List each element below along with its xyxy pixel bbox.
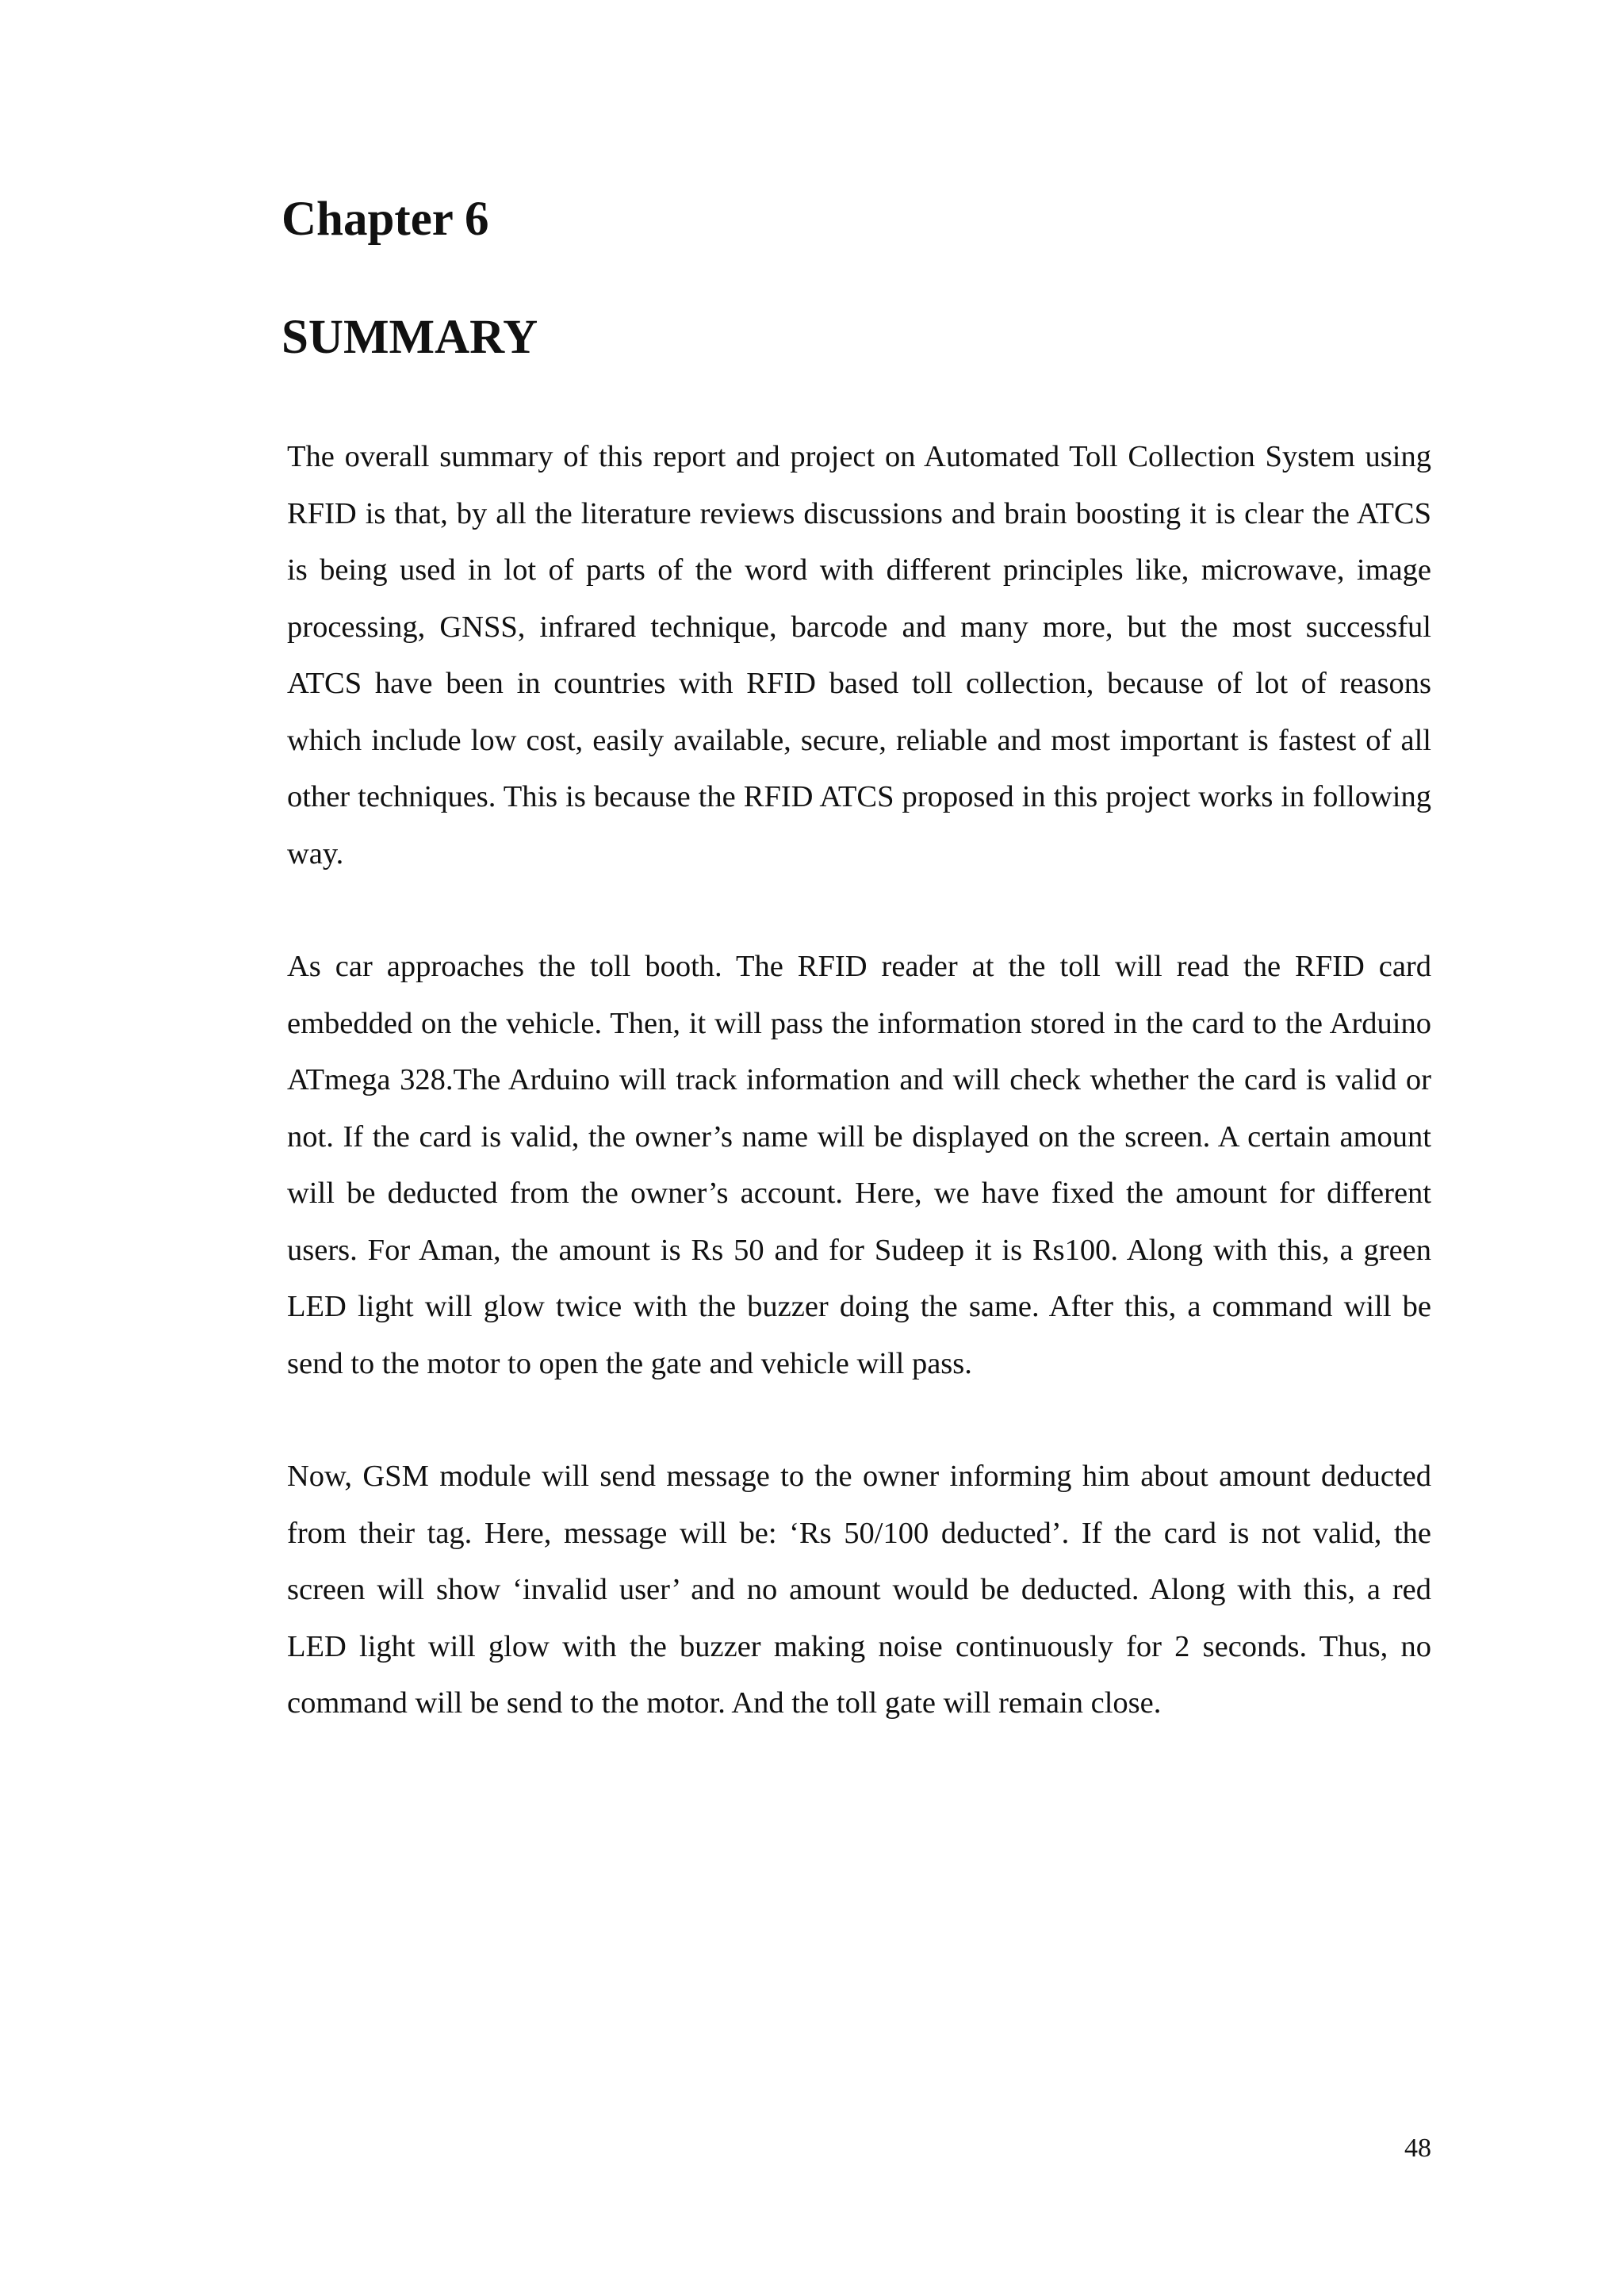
section-heading: SUMMARY — [282, 311, 538, 364]
body-paragraph: As car approaches the toll booth. The RFID reader at the toll will read the RFID card embedded on the vehicle. Then, it will pass the information stored in the card to the Arduino ATmega 328.The Arduino will track information and will check whether the card is valid or not. If the card is valid, the owner’s name will be displayed on the screen. A certain amount will be deducted from the owner’s account. Here, we have fixed the amount for different users. For Aman, the amount is Rs 50 and for Sudeep it is Rs100. Along with this, a green LED light will glow twice with the buzzer doing the same. After this, a command will be send to the motor to open the gate and vehicle will pass. — [287, 950, 1431, 1380]
body-paragraph: Now, GSM module will send message to the owner informing him about amount deducted from their tag. Here, message will be: ‘Rs 50/100 deducted’. If the card is not valid, the screen will show ‘invalid user’ and no amount would be deducted. Along with this, a red LED light will glow with the buzzer making noise continuously for 2 seconds. Thus, no command will be send to the motor. And the toll gate will remain close. — [287, 1460, 1431, 1720]
page-number: 48 — [1404, 2133, 1431, 2163]
chapter-heading: Chapter 6 — [282, 193, 489, 246]
body-paragraph: The overall summary of this report and project on Automated Toll Collection System using RFID is that, by all the literature reviews discussions and brain boosting it is clear the ATCS is being used in lot of parts of the word with different principles like, microwave, image processing, GNSS, infrared technique, barcode and many more, but the most successful ATCS have been in countries with RFID based toll collection, because of lot of reasons which include low cost, easily available, secure, reliable and most important is fastest of all other techniques. This is because the RFID ATCS proposed in this project works in following way. — [287, 440, 1431, 871]
